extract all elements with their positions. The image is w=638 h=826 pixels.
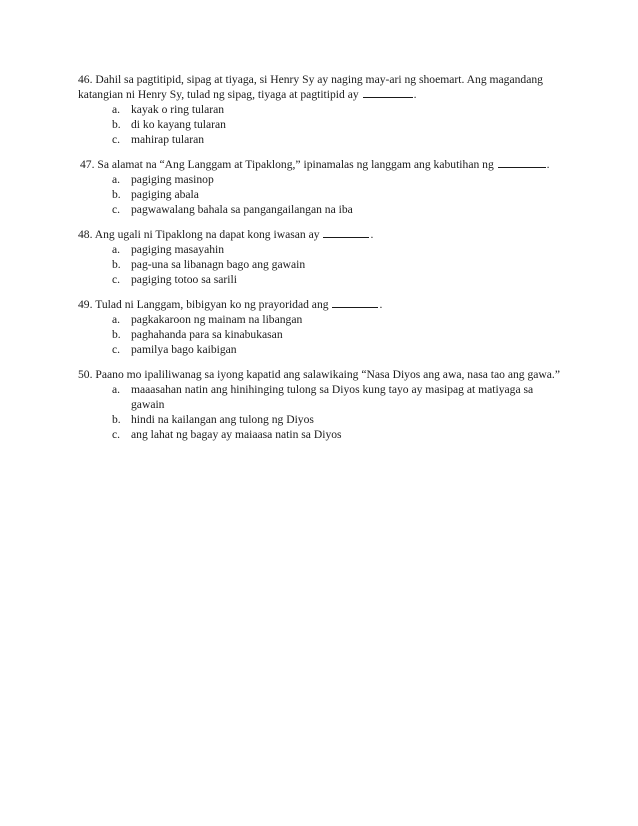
question-text: Sa alamat na “Ang Langgam at Tipaklong,” ipinamalas ng langgam ang kabutihan ng bbox=[97, 158, 494, 171]
question-end-punct: . bbox=[413, 88, 417, 101]
question-text: Dahil sa pagtitipid, sipag at tiyaga, si Henry Sy ay naging may-ari ng shoemart. Ang magandang katangian ni Henry Sy, tulad ng sipag, tiyaga at pagtitipid ay bbox=[78, 73, 543, 101]
choice-text: ang lahat ng bagay ay maiaasa natin sa Diyos bbox=[131, 428, 342, 441]
answer-blank bbox=[363, 97, 413, 98]
question-text: Ang ugali ni Tipaklong na dapat kong iwasan ay bbox=[94, 228, 320, 241]
choice-letter: b. bbox=[112, 118, 121, 131]
question-number: 49. bbox=[78, 298, 93, 311]
choice-item bbox=[78, 257, 564, 272]
choice-item bbox=[78, 187, 564, 202]
choice-letter: c. bbox=[112, 273, 121, 286]
choice-letter: a. bbox=[112, 103, 121, 116]
choice-text: mahirap tularan bbox=[131, 133, 205, 146]
question-end-punct: . bbox=[370, 228, 374, 241]
choice-item bbox=[78, 202, 564, 217]
choice-item bbox=[78, 312, 564, 327]
choice-text: pagiging masayahin bbox=[131, 243, 225, 256]
choice-item bbox=[78, 102, 564, 117]
question-number: 46. bbox=[78, 73, 93, 86]
choice-letter: b. bbox=[112, 258, 121, 271]
choice-text: maaasahan natin ang hinihinging tulong sa Diyos kung tayo ay masipag at matiyaga sa gawain bbox=[131, 383, 534, 411]
question-number: 48. bbox=[78, 228, 93, 241]
question-46 bbox=[78, 72, 564, 147]
question-number: 47. bbox=[80, 158, 95, 171]
choice-text: pagkakaroon ng mainam na libangan bbox=[131, 313, 303, 326]
choice-item bbox=[78, 117, 564, 132]
choice-text: kayak o ring tularan bbox=[131, 103, 225, 116]
choice-item bbox=[78, 342, 564, 357]
choice-item bbox=[78, 382, 564, 412]
choice-list bbox=[78, 172, 564, 217]
choice-letter: a. bbox=[112, 173, 121, 186]
choice-letter: c. bbox=[112, 428, 121, 441]
question-stem bbox=[78, 297, 564, 312]
question-stem bbox=[78, 72, 564, 102]
choice-text: pag-una sa libanagn bago ang gawain bbox=[131, 258, 306, 271]
answer-blank bbox=[332, 307, 378, 308]
choice-text: pamilya bago kaibigan bbox=[131, 343, 237, 356]
answer-blank bbox=[323, 237, 369, 238]
question-stem bbox=[78, 367, 564, 382]
choice-text: pagiging masinop bbox=[131, 173, 214, 186]
question-end-punct: . bbox=[546, 158, 550, 171]
question-end-punct: . bbox=[379, 298, 383, 311]
question-48 bbox=[78, 227, 564, 287]
choice-text: di ko kayang tularan bbox=[131, 118, 226, 131]
choice-letter: b. bbox=[112, 328, 121, 341]
choice-letter: b. bbox=[112, 413, 121, 426]
choice-letter: a. bbox=[112, 383, 121, 396]
quiz-page bbox=[78, 72, 564, 452]
choice-letter: a. bbox=[112, 243, 121, 256]
question-text: Paano mo ipaliliwanag sa iyong kapatid ang salawikaing “Nasa Diyos ang awa, nasa tao ang gawa.” bbox=[95, 368, 560, 381]
choice-item bbox=[78, 327, 564, 342]
choice-list bbox=[78, 382, 564, 442]
choice-item bbox=[78, 132, 564, 147]
choice-text: paghahanda para sa kinabukasan bbox=[131, 328, 283, 341]
choice-item bbox=[78, 172, 564, 187]
choice-letter: c. bbox=[112, 133, 121, 146]
choice-list bbox=[78, 312, 564, 357]
choice-item bbox=[78, 242, 564, 257]
question-49 bbox=[78, 297, 564, 357]
question-number: 50. bbox=[78, 368, 93, 381]
choice-item bbox=[78, 412, 564, 427]
choice-item bbox=[78, 427, 564, 442]
question-stem bbox=[78, 227, 564, 242]
question-50 bbox=[78, 367, 564, 442]
choice-list bbox=[78, 242, 564, 287]
choice-letter: c. bbox=[112, 203, 121, 216]
choice-letter: b. bbox=[112, 188, 121, 201]
answer-blank bbox=[498, 167, 546, 168]
choice-text: pagiging abala bbox=[131, 188, 199, 201]
question-stem bbox=[78, 157, 564, 172]
choice-item bbox=[78, 272, 564, 287]
question-47 bbox=[78, 157, 564, 217]
choice-text: pagiging totoo sa sarili bbox=[131, 273, 237, 286]
choice-letter: a. bbox=[112, 313, 121, 326]
choice-letter: c. bbox=[112, 343, 121, 356]
choice-text: hindi na kailangan ang tulong ng Diyos bbox=[131, 413, 314, 426]
choice-list bbox=[78, 102, 564, 147]
question-text: Tulad ni Langgam, bibigyan ko ng prayoridad ang bbox=[95, 298, 329, 311]
choice-text: pagwawalang bahala sa pangangailangan na iba bbox=[131, 203, 353, 216]
